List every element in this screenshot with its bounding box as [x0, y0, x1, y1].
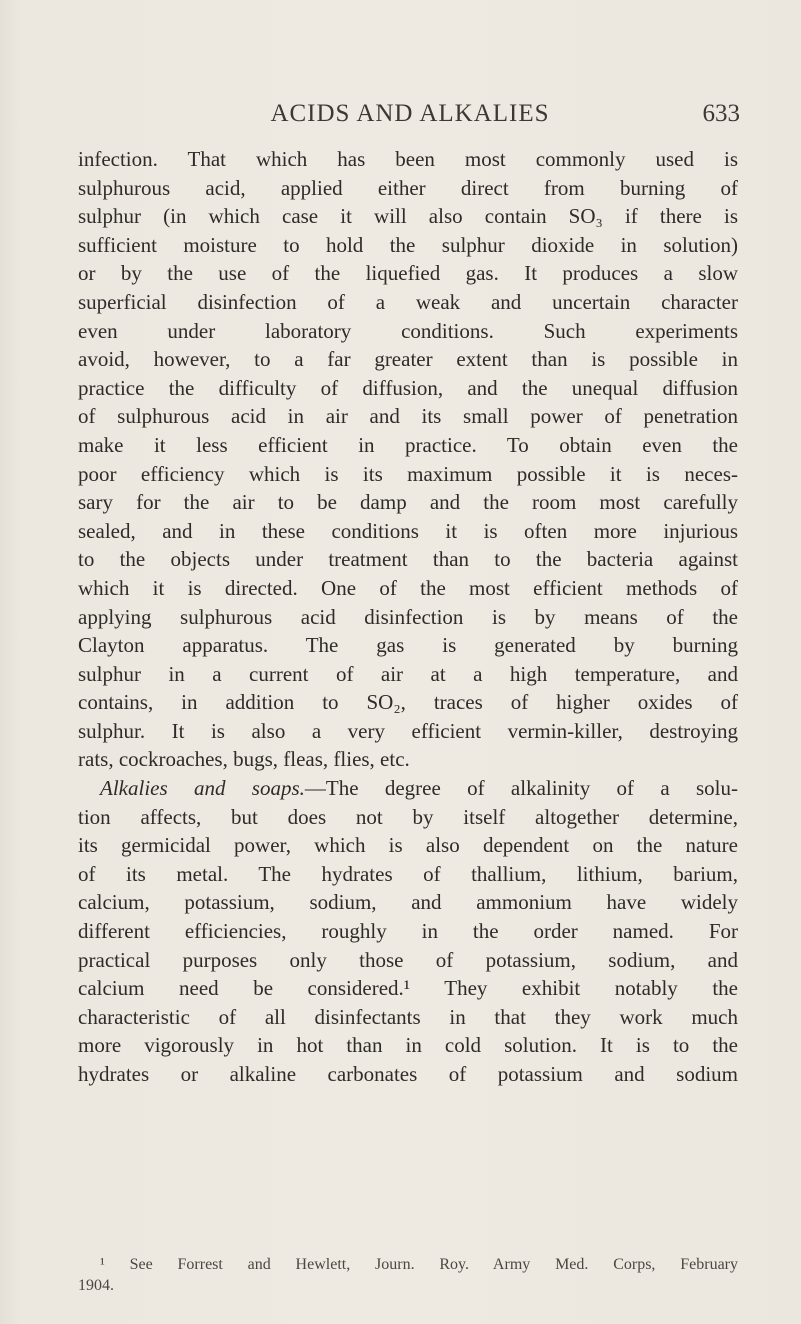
- text-line: sulphur (in which case it will also contain SO₃ if there is: [78, 204, 738, 229]
- text-line: infection. That which has been most commonly used is: [78, 147, 738, 171]
- text-line: applying sulphurous acid disinfection is by means of the: [78, 604, 738, 629]
- text-line: of its metal. The hydrates of thallium, lithium, barium,: [78, 861, 738, 886]
- text-line: calcium, potassium, sodium, and ammonium have widely: [78, 890, 738, 915]
- page-number: 633: [702, 100, 740, 127]
- text-line: make it less efficient in practice. To obtain even the: [78, 432, 738, 457]
- text-line: rats, cockroaches, bugs, fleas, flies, etc.: [78, 747, 410, 772]
- footnote-line: ¹ See Forrest and Hewlett, Journ. Roy. Army Med. Corps, February: [100, 1256, 738, 1273]
- text-line: Clayton apparatus. The gas is generated by burning: [78, 633, 738, 658]
- running-head: ACIDS AND ALKALIES: [270, 100, 550, 127]
- text-line: contains, in addition to SO₂, traces of higher oxides of: [78, 690, 738, 715]
- body-text: [78, 145, 738, 1089]
- section-first-line: [78, 774, 738, 803]
- text-line: sary for the air to be damp and the room most carefully: [78, 490, 738, 515]
- text-line: its germicidal power, which is also dependent on the nature: [78, 833, 738, 858]
- text-line: calcium need be considered.¹ They exhibit notably the: [78, 976, 738, 1001]
- text-line: sulphur in a current of air at a high temperature, and: [78, 661, 738, 686]
- text-line: superficial disinfection of a weak and uncertain character: [78, 289, 738, 314]
- text-line: sealed, and in these conditions it is often more injurious: [78, 518, 738, 543]
- text-line: poor efficiency which is its maximum possible it is neces-: [78, 461, 738, 486]
- text-line: sufficient moisture to hold the sulphur dioxide in solution): [78, 232, 738, 257]
- text-line: of sulphurous acid in air and its small power of penetration: [78, 404, 738, 429]
- text-line: characteristic of all disinfectants in that they work much: [78, 1004, 738, 1029]
- text-line: avoid, however, to a far greater extent than is possible in: [78, 347, 738, 372]
- footnote: [78, 1254, 738, 1296]
- text-line: more vigorously in hot than in cold solution. It is to the: [78, 1033, 738, 1058]
- text-line: different efficiencies, roughly in the order named. For: [78, 919, 738, 944]
- text-line: sulphur. It is also a very efficient vermin-killer, destroying: [78, 718, 738, 743]
- text-line: sulphurous acid, applied either direct from burning of: [78, 175, 738, 200]
- text-line: or by the use of the liquefied gas. It produces a slow: [78, 261, 738, 286]
- text-line: tion affects, but does not by itself altogether determine,: [78, 804, 738, 829]
- text-line: to the objects under treatment than to the bacteria against: [78, 547, 738, 572]
- footnote-line: 1904.: [78, 1277, 114, 1294]
- text-line: which it is directed. One of the most efficient methods of: [78, 575, 738, 600]
- text-line: hydrates or alkaline carbonates of potassium and sodium: [78, 1062, 738, 1086]
- section-heading-alkalies: Alkalies and soaps.: [100, 776, 305, 801]
- text-line: even under laboratory conditions. Such experiments: [78, 318, 738, 343]
- text-line: practice the difficulty of diffusion, and the unequal diffusion: [78, 375, 738, 400]
- section-first-line-text: —The degree of alkalinity of a solu-: [304, 776, 738, 801]
- text-line: practical purposes only those of potassium, sodium, and: [78, 947, 738, 972]
- page-header: [80, 100, 740, 140]
